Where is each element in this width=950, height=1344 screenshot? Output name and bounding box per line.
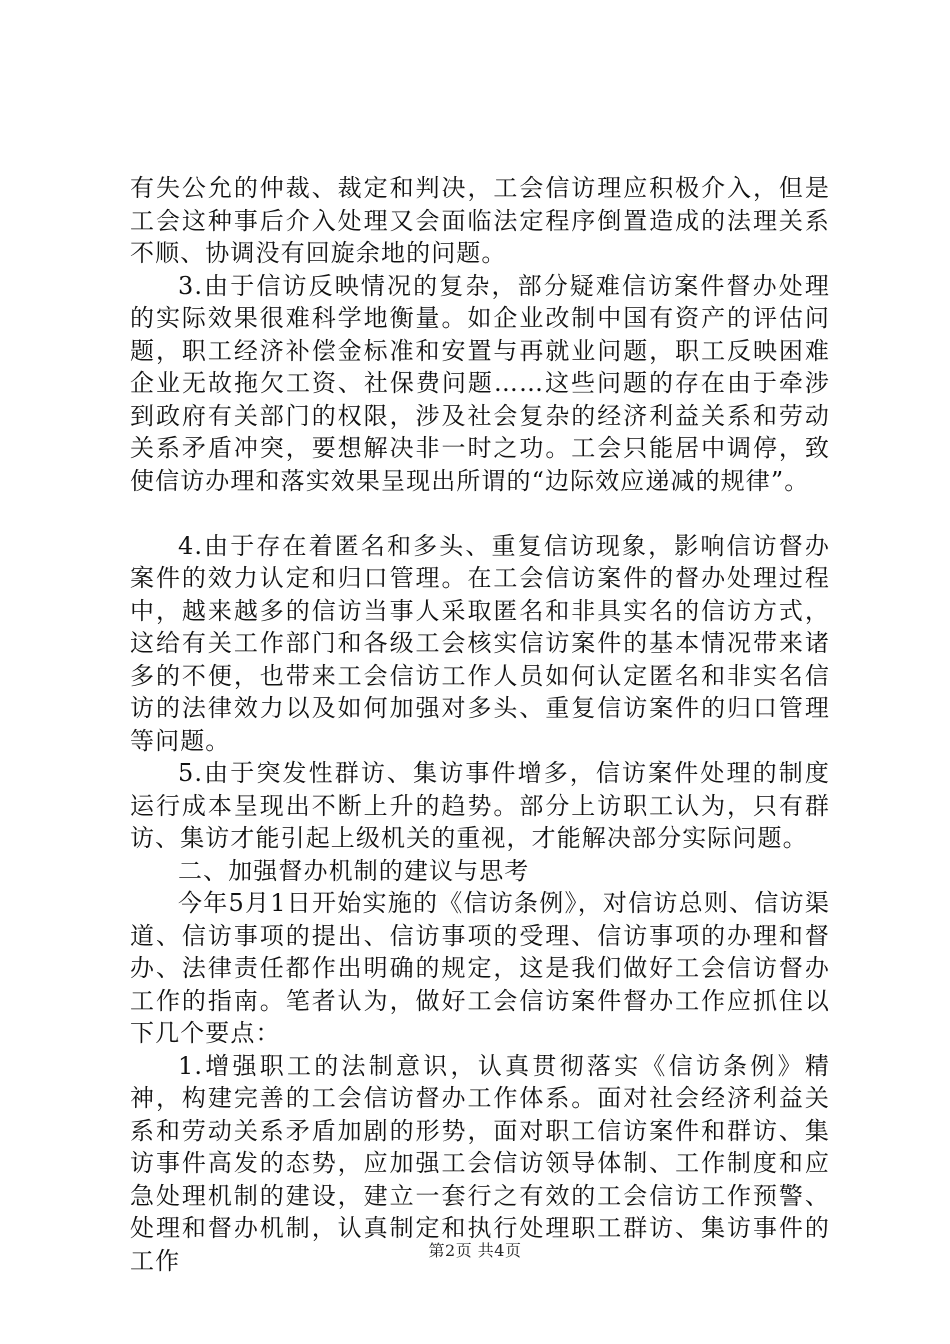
paragraph-intro: 今年5月1日开始实施的《信访条例》，对信访总则、信访渠道、信访事项的提出、信访事项的受理、信访事项的办理和督办、法律责任都作出明确的规定，这是我们做好工会信访督办工作的指南。笔者认为，做好工会信访案件督办工作应抓住以下几个要点： <box>130 889 830 1047</box>
paragraph-point-5: 5.由于突发性群访、集访事件增多，信访案件处理的制度运行成本呈现出不断上升的趋势。部分上访职工认为，只有群访、集访才能引起上级机关的重视，才能解决部分实际问题。 <box>130 759 830 852</box>
paragraph-continuation: 有失公允的仲裁、裁定和判决，工会信访理应积极介入，但是工会这种事后介入处理又会面临法定程序倒置造成的法理关系不顺、协调没有回旋余地的问题。 <box>130 174 830 267</box>
paragraph-point-3: 3.由于信访反映情况的复杂，部分疑难信访案件督办处理的实际效果很难科学地衡量。如企业改制中国有资产的评估问题，职工经济补偿金标准和安置与再就业问题，职工反映困难企业无故拖欠工资、社保费问题……这些问题的存在由于牵涉到政府有关部门的权限，涉及社会复杂的经济利益关系和劳动关系矛盾冲突，要想解决非一时之功。工会只能居中调停，致使信访办理和落实效果呈现出所谓的“边际效应递减的规律”。 <box>130 271 830 495</box>
paragraph-suggestion-1: 1.增强职工的法制意识，认真贯彻落实《信访条例》精神，构建完善的工会信访督办工作体系。面对社会经济利益关系和劳动关系矛盾加剧的形势，面对职工信访案件和群访、集访事件高发的态势，应加强工会信访领导体制、工作制度和应急处理机制的建设，建立一套行之有效的工会信访工作预警、处理和督办机制，认真制定和执行处理职工群访、集访事件的工作 <box>130 1051 830 1275</box>
section-heading-2: 二、加强督办机制的建议与思考 <box>178 856 530 885</box>
paragraph-point-4: 4.由于存在着匿名和多头、重复信访现象，影响信访督办案件的效力认定和归口管理。在工会信访案件的督办处理过程中，越来越多的信访当事人采取匿名和非具实名的信访方式，这给有关工作部门和各级工会核实信访案件的基本情况带来诸多的不便，也带来工会信访工作人员如何认定匿名和非实名信访的法律效力以及如何加强对多头、重复信访案件的归口管理等问题。 <box>130 531 830 755</box>
page-footer: 第2页 共4页 <box>428 1241 522 1260</box>
document-body <box>130 172 830 1277</box>
